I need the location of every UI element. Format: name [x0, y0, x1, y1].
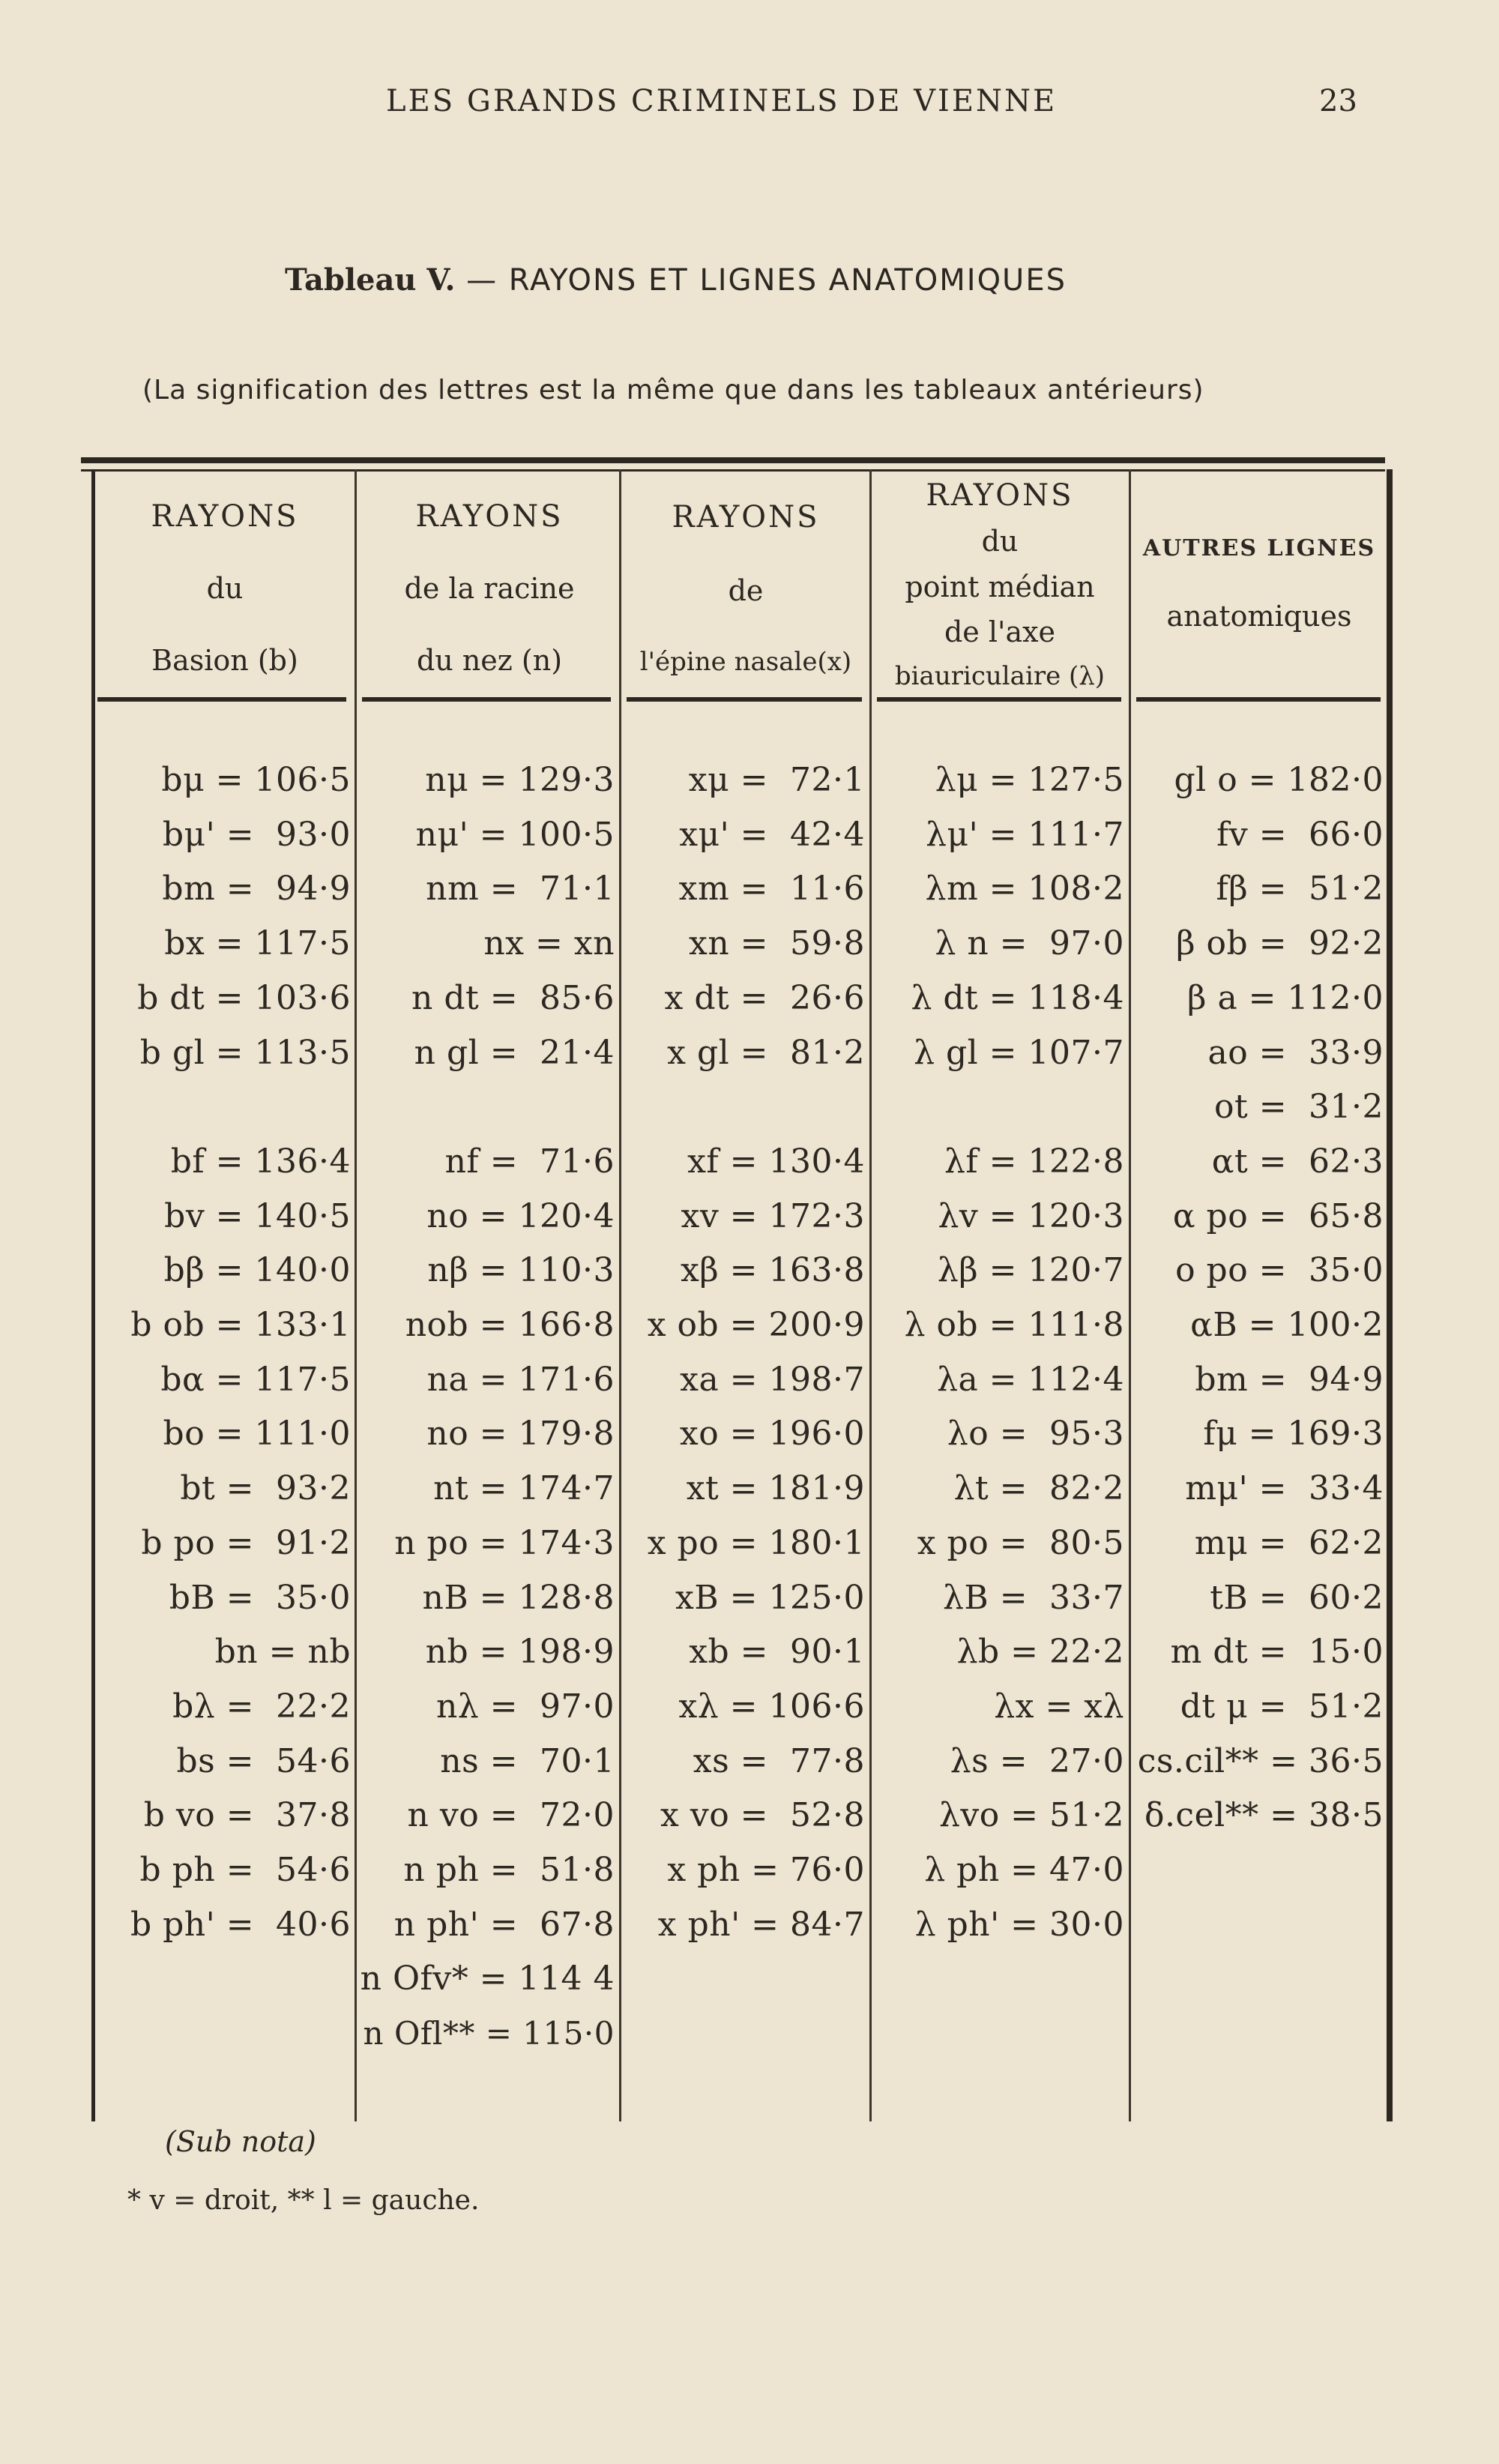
table-cell: xt = 181·9 [686, 1469, 865, 1507]
table-cell: b ob = 133·1 [130, 1306, 351, 1344]
table-cell: bλ = 22·2 [172, 1687, 351, 1726]
table-cell: fβ = 51·2 [1216, 870, 1384, 908]
column-header-line: de l'axe [944, 615, 1056, 649]
table-cell: no = 179·8 [426, 1415, 615, 1453]
table-cell: nm = 71·1 [426, 870, 615, 908]
table-cell: x ob = 200·9 [647, 1306, 865, 1344]
table-title-text: — RAYONS ET LIGNES ANATOMIQUES [455, 263, 1067, 298]
column-header-point-median [874, 472, 1126, 697]
table-number: Tableau V. [285, 262, 456, 298]
table-right-border [1387, 469, 1393, 2121]
table-cell: λ ob = 111·8 [904, 1306, 1124, 1344]
table-cell: xb = 90·1 [689, 1633, 865, 1671]
table-cell: xa = 198·7 [680, 1361, 865, 1399]
table-cell: nob = 166·8 [405, 1306, 615, 1344]
column-header-line: RAYONS [672, 499, 820, 534]
table-cell: n po = 174·3 [394, 1524, 615, 1562]
table-cell: bB = 35·0 [169, 1579, 351, 1617]
column-header-line: anatomiques [1166, 599, 1352, 633]
table-cell: λs = 27·0 [950, 1742, 1124, 1780]
table-cell: λμ = 127·5 [935, 761, 1124, 799]
table-cell: xm = 11·6 [678, 870, 865, 908]
table-cell: ao = 33·9 [1207, 1034, 1384, 1072]
table-cell: bs = 54·6 [176, 1742, 351, 1780]
table-cell: b po = 91·2 [141, 1524, 351, 1562]
table-cell: x vo = 52·8 [660, 1796, 865, 1834]
table-cell: b gl = 113·5 [139, 1034, 351, 1072]
table-cell: nλ = 97·0 [435, 1687, 615, 1726]
table-cell: bn = nb [214, 1633, 351, 1671]
table-cell: α po = 65·8 [1172, 1197, 1384, 1235]
table-cell: λm = 108·2 [925, 870, 1124, 908]
header-rule [627, 697, 862, 702]
column-divider [869, 469, 872, 2121]
table-cell: fv = 66·0 [1216, 816, 1384, 854]
table-cell: na = 171·6 [426, 1361, 615, 1399]
table-cell: xn = 59·8 [689, 924, 865, 963]
table-cell [1132, 1898, 1384, 1952]
table-cell: n ph' = 67·8 [393, 1906, 615, 1944]
table-cell: b vo = 37·8 [143, 1796, 351, 1834]
table-cell [618, 1080, 865, 1134]
table-cell [360, 1080, 615, 1134]
table-cell: n dt = 85·6 [411, 979, 615, 1017]
table-cell: nt = 174·7 [433, 1469, 615, 1507]
table-cell: bf = 136·4 [170, 1142, 351, 1181]
column-header-line: RAYONS [415, 499, 564, 534]
column-header-line: RAYONS [926, 478, 1074, 513]
table-cell: x dt = 26·6 [664, 979, 865, 1017]
table-cell: λ gl = 107·7 [914, 1034, 1124, 1072]
column-header-line: du [206, 572, 244, 606]
table-cell: gl o = 182·0 [1174, 761, 1384, 799]
table-cell [1132, 2007, 1384, 2061]
table-cell: x gl = 81·2 [667, 1034, 865, 1072]
column-header-line: RAYONS [151, 499, 299, 534]
table-cell: nB = 128·8 [422, 1579, 615, 1617]
table-cell: β a = 112·0 [1187, 979, 1384, 1017]
table-cell: λf = 122·8 [944, 1142, 1124, 1181]
table-cell: x po = 180·1 [647, 1524, 865, 1562]
column-header-line: point médian [905, 570, 1095, 603]
table-cell [1132, 1843, 1384, 1897]
table-cell: bv = 140·5 [164, 1197, 351, 1235]
table-cell: xλ = 106·6 [678, 1687, 865, 1726]
table-cell: dt μ = 51·2 [1180, 1687, 1384, 1726]
table-cell [96, 1080, 351, 1134]
table-cell: λ dt = 118·4 [911, 979, 1124, 1017]
table-cell: cs.cil** = 36·5 [1137, 1742, 1384, 1780]
table-cell: λμ' = 111·7 [926, 816, 1124, 854]
table-cell: mμ = 62·2 [1194, 1524, 1384, 1562]
table-cell: xs = 77·8 [693, 1742, 865, 1780]
table-cell: λo = 95·3 [947, 1415, 1124, 1453]
table-cell: bα = 117·5 [160, 1361, 351, 1399]
table-cell: αB = 100·2 [1190, 1306, 1384, 1344]
table-cell: λB = 33·7 [942, 1579, 1124, 1617]
table-cell: x ph = 76·0 [667, 1851, 865, 1889]
table-cell: bμ = 106·5 [161, 761, 351, 799]
table-cell: m dt = 15·0 [1170, 1633, 1384, 1671]
sub-nota: (Sub nota) [165, 2125, 316, 2158]
table-cell: nx = xn [483, 924, 615, 963]
column-header-line: du nez (n) [416, 644, 563, 678]
table-cell [872, 1952, 1124, 2006]
data-table [81, 457, 1399, 2129]
table-cell: αt = 62·3 [1211, 1142, 1384, 1181]
table-cell: nμ' = 100·5 [415, 816, 615, 854]
column-header-basion [97, 480, 352, 697]
table-cell [872, 1080, 1124, 1134]
column-header-line: du [981, 525, 1019, 558]
table-cell: xμ = 72·1 [688, 761, 865, 799]
table-cell: β ob = 92·2 [1176, 924, 1384, 963]
column-header-line: l'épine nasale(x) [639, 647, 852, 678]
table-cell: n ph = 51·8 [403, 1851, 615, 1889]
column-divider [1129, 469, 1131, 2121]
table-left-border [91, 469, 95, 2121]
table-cell: bm = 94·9 [1195, 1361, 1384, 1399]
page-number: 23 [1319, 84, 1357, 118]
table-cell: λvo = 51·2 [938, 1796, 1124, 1834]
table-cell: xo = 196·0 [679, 1415, 865, 1453]
table-cell: x po = 80·5 [917, 1524, 1124, 1562]
header-rule [1136, 697, 1381, 702]
column-header-epine-nasale [622, 480, 869, 697]
table-cell: λ ph = 47·0 [924, 1851, 1124, 1889]
table-cell: b ph' = 40·6 [130, 1906, 351, 1944]
table-cell: nβ = 110·3 [427, 1251, 615, 1289]
column-header-line: biauriculaire (λ) [894, 660, 1106, 691]
table-cell: nb = 198·9 [425, 1633, 615, 1671]
table-cell [96, 1952, 351, 2006]
column-header-line: de [728, 573, 764, 607]
table-cell: fμ = 169·3 [1203, 1415, 1384, 1453]
table-cell: tB = 60·2 [1210, 1579, 1384, 1617]
table-title [285, 262, 1067, 298]
table-cell: λ n = 97·0 [935, 924, 1124, 963]
footnotes [127, 2125, 480, 2216]
footnote-legend: * v = droit, ** l = gauche. [127, 2185, 480, 2216]
table-cell: xv = 172·3 [681, 1197, 865, 1235]
table-top-rule [81, 457, 1385, 463]
column-header-racine-nez [362, 480, 617, 697]
table-cell: b ph = 54·6 [139, 1851, 351, 1889]
table-cell: mμ' = 33·4 [1185, 1469, 1384, 1507]
table-subtitle: (La signification des lettres est la même que dans les tableaux antérieurs) [142, 375, 1204, 406]
table-cell: bo = 111·0 [163, 1415, 351, 1453]
table-cell: λβ = 120·7 [937, 1251, 1124, 1289]
header-rule [97, 697, 346, 702]
table-cell: ot = 31·2 [1214, 1088, 1384, 1126]
table-cell: xf = 130·4 [687, 1142, 865, 1181]
table-cell: λt = 82·2 [953, 1469, 1124, 1507]
table-cell [1132, 1952, 1384, 2006]
column-header-line: AUTRES LIGNES [1142, 535, 1376, 562]
table-cell: no = 120·4 [426, 1197, 615, 1235]
table-cell: nμ = 129·3 [425, 761, 615, 799]
table-cell: bβ = 140·0 [163, 1251, 351, 1289]
table-cell: ns = 70·1 [440, 1742, 615, 1780]
column-header-line: de la racine [404, 572, 575, 606]
column-divider [355, 469, 357, 2121]
table-cell: λ ph' = 30·0 [914, 1906, 1124, 1944]
column-header-line: Basion (b) [151, 644, 298, 678]
header-rule [877, 697, 1121, 702]
header-rule [362, 697, 611, 702]
table-cell [618, 2007, 865, 2061]
table-cell: bt = 93·2 [180, 1469, 351, 1507]
table-cell: xB = 125·0 [675, 1579, 865, 1617]
table-top-rule-thin [81, 469, 1385, 472]
table-cell: λx = xλ [994, 1687, 1124, 1726]
table-cell [872, 2007, 1124, 2061]
table-cell: δ.cel** = 38·5 [1144, 1796, 1384, 1834]
table-cell: bμ' = 93·0 [162, 816, 351, 854]
table-cell: nf = 71·6 [444, 1142, 615, 1181]
table-cell: n Ofl** = 115·0 [363, 2015, 615, 2052]
table-cell: bm = 94·9 [162, 870, 351, 908]
table-cell: λv = 120·3 [938, 1197, 1124, 1235]
table-cell [96, 2007, 351, 2061]
table-cell: n gl = 21·4 [414, 1034, 615, 1072]
table-cell: xμ' = 42·4 [679, 816, 865, 854]
table-cell: o po = 35·0 [1175, 1251, 1384, 1289]
table-cell: xβ = 163·8 [680, 1251, 865, 1289]
table-cell: n vo = 72·0 [407, 1796, 615, 1834]
running-title: LES GRANDS CRIMINELS DE VIENNE [386, 84, 1058, 118]
table-cell: bx = 117·5 [164, 924, 351, 963]
table-cell: λb = 22·2 [956, 1633, 1124, 1671]
table-cell: λa = 112·4 [937, 1361, 1124, 1399]
table-cell: n Ofv* = 114 4 [360, 1960, 615, 1998]
running-head [0, 84, 1499, 121]
column-header-autres-lignes [1133, 517, 1385, 652]
table-cell: x ph' = 84·7 [657, 1906, 865, 1944]
table-cell [618, 1952, 865, 2006]
table-cell: b dt = 103·6 [137, 979, 351, 1017]
